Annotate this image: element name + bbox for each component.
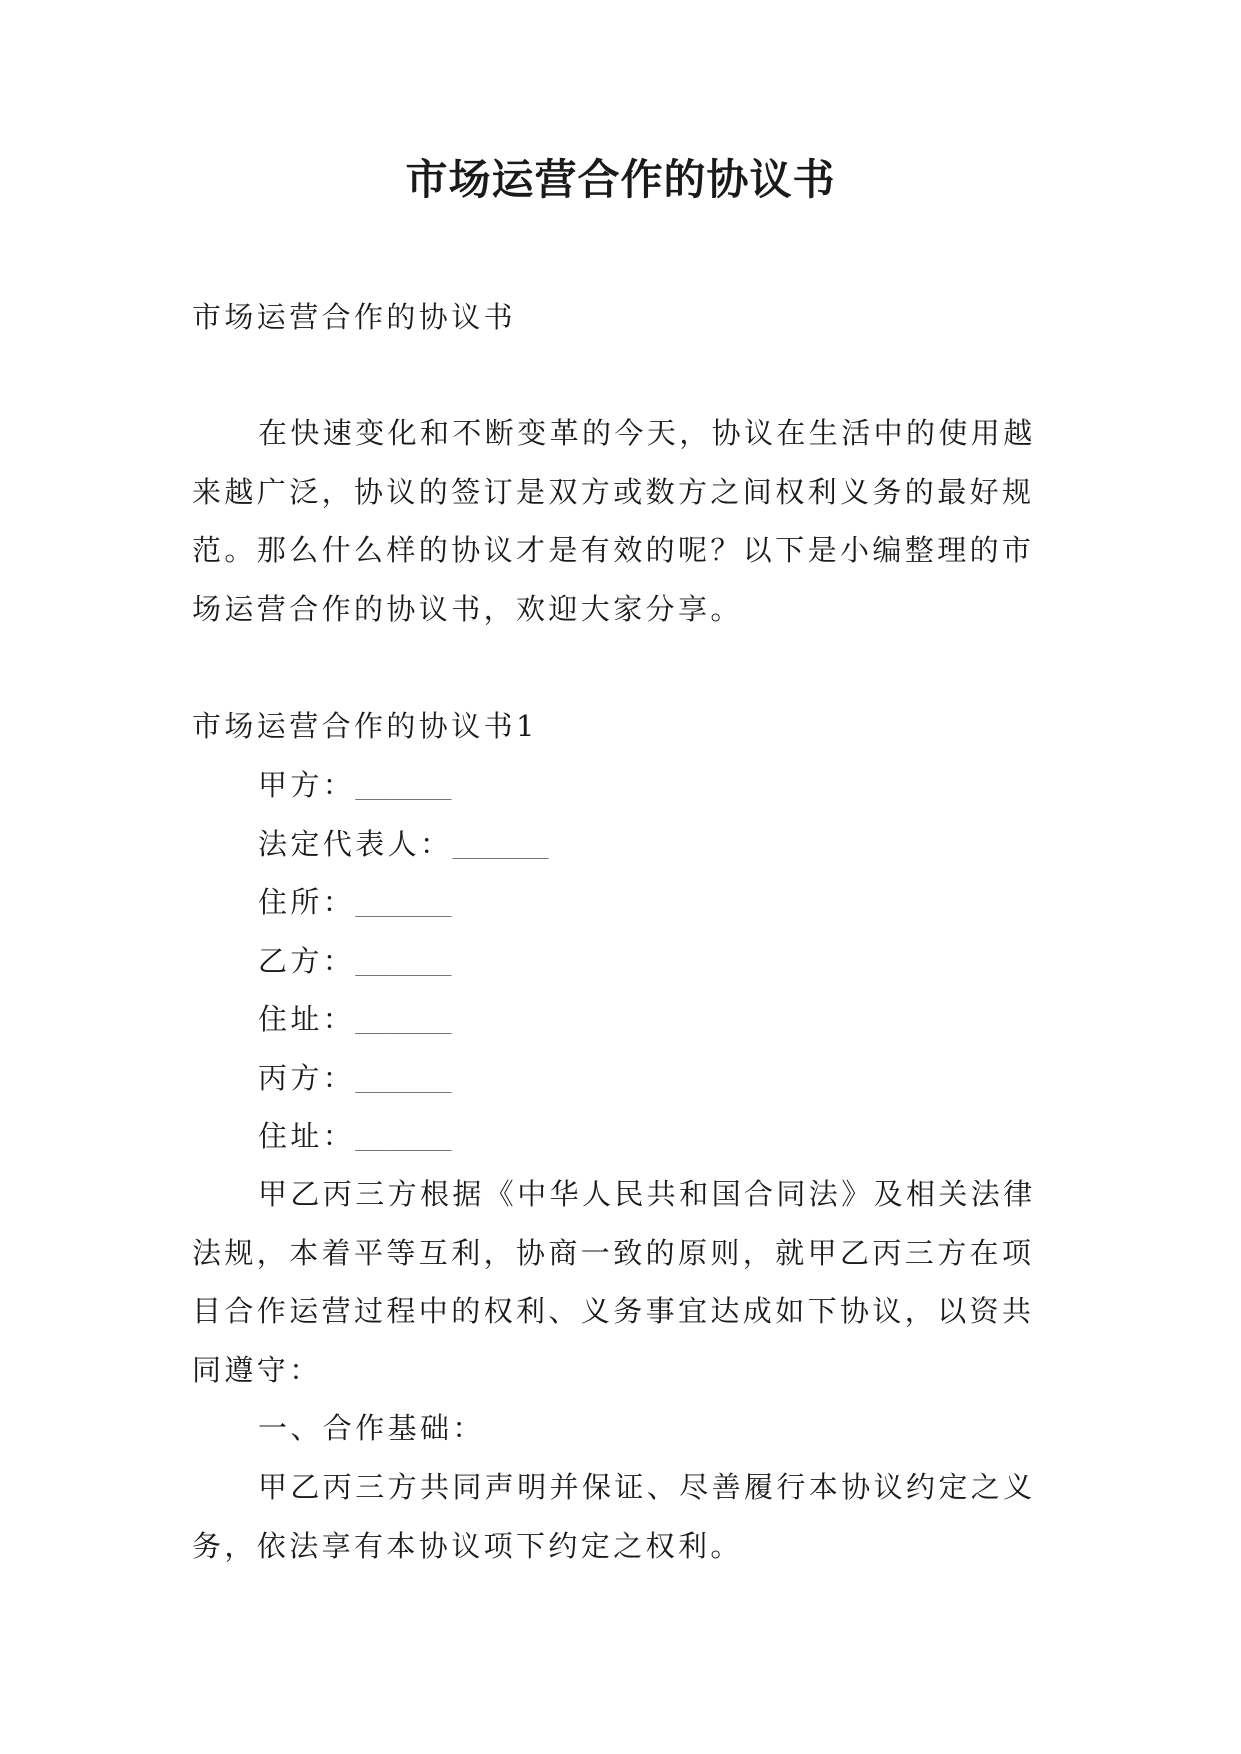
field-legal-representative xyxy=(192,815,1052,874)
field-party-c xyxy=(192,1049,1052,1108)
clause-1-heading: 一、合作基础： xyxy=(258,1411,485,1445)
section-heading: 市场运营合作的协议书1 xyxy=(192,709,538,743)
field-blank: ________ xyxy=(355,1068,452,1093)
field-label: 甲方： xyxy=(258,768,356,802)
legal-basis-paragraph: 甲乙丙三方根据《中华人民共和国合同法》及相关法律法规，本着平等互利，协商一致的原则，就甲乙丙三方在项目合作运营过程中的权利、义务事宜达成如下协议，以资共同遵守： xyxy=(192,1177,1036,1387)
intro-paragraph: 在快速变化和不断变革的今天，协议在生活中的使用越来越广泛，协议的签订是双方或数方之间权利义务的最好规范。那么什么样的协议才是有效的呢？以下是小编整理的市场运营合作的协议书，欢迎大家分享。 xyxy=(192,416,1036,626)
field-blank: ________ xyxy=(355,1127,452,1151)
field-label: 住址： xyxy=(258,1119,356,1153)
party-fields xyxy=(192,756,1052,1166)
field-label: 丙方： xyxy=(258,1060,356,1095)
field-blank: ________ xyxy=(355,893,452,917)
field-address-b xyxy=(192,990,1052,1049)
field-label: 住所： xyxy=(258,885,356,919)
field-party-a xyxy=(192,756,1052,815)
field-label: 法定代表人： xyxy=(258,826,453,861)
field-blank: ________ xyxy=(355,776,452,800)
document-subtitle: 市场运营合作的协议书 xyxy=(192,300,517,334)
field-label: 住址： xyxy=(258,1002,356,1036)
field-label: 乙方： xyxy=(258,943,356,978)
field-residence xyxy=(192,873,1052,932)
field-blank: ________ xyxy=(452,834,549,859)
clause-1-body: 甲乙丙三方共同声明并保证、尽善履行本协议约定之义务，依法享有本协议项下约定之权利。 xyxy=(192,1470,1036,1563)
field-address-c xyxy=(192,1107,1052,1166)
field-party-b xyxy=(192,932,1052,991)
field-blank: ________ xyxy=(355,1010,452,1034)
field-blank: ________ xyxy=(355,951,452,976)
document-title: 市场运营合作的协议书 xyxy=(405,155,836,204)
